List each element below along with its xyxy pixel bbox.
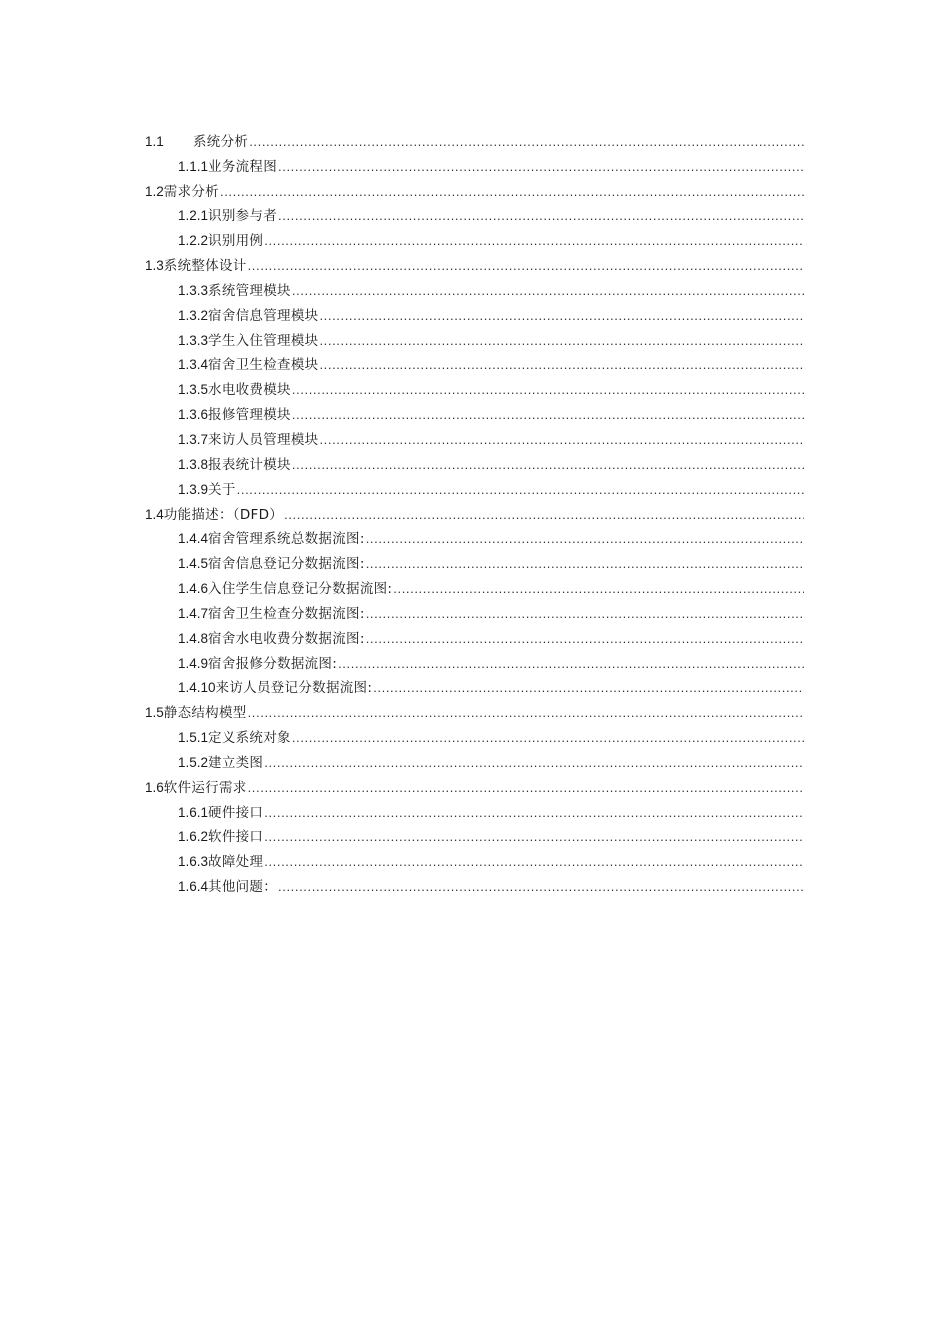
toc-entry-number: 1.4.5 bbox=[178, 556, 209, 572]
toc-dot-leader bbox=[292, 406, 804, 424]
toc-entry[interactable] bbox=[145, 126, 804, 151]
toc-entry-number: 1.2.1 bbox=[178, 208, 209, 224]
toc-dot-leader bbox=[319, 332, 804, 350]
table-of-contents bbox=[145, 126, 804, 896]
toc-entry-number: 1.1.1 bbox=[178, 158, 209, 174]
toc-entry-title: 宿舍水电收费分数据流图: bbox=[208, 630, 365, 647]
toc-entry-number: 1.4.9 bbox=[178, 655, 209, 671]
toc-entry-title: 关于 bbox=[208, 481, 236, 498]
toc-dot-leader bbox=[278, 207, 804, 225]
toc-entry[interactable] bbox=[145, 573, 804, 598]
toc-dot-leader bbox=[393, 580, 804, 598]
toc-dot-leader bbox=[248, 704, 804, 722]
toc-entry[interactable] bbox=[145, 772, 804, 797]
toc-dot-leader bbox=[264, 754, 804, 772]
toc-entry-title: 入住学生信息登记分数据流图: bbox=[208, 581, 393, 598]
toc-entry-title: 学生入住管理模块 bbox=[208, 332, 319, 349]
toc-entry[interactable] bbox=[145, 374, 804, 399]
toc-entry[interactable] bbox=[145, 474, 804, 499]
toc-entry-title: 故障处理 bbox=[208, 854, 264, 871]
toc-dot-leader bbox=[264, 804, 804, 822]
toc-entry[interactable] bbox=[145, 747, 804, 772]
toc-entry[interactable] bbox=[145, 424, 804, 449]
toc-entry[interactable] bbox=[145, 399, 804, 424]
toc-dot-leader bbox=[278, 158, 804, 176]
toc-entry-number: 1.2 bbox=[145, 183, 164, 199]
toc-dot-leader bbox=[366, 605, 804, 623]
toc-dot-leader bbox=[292, 381, 804, 399]
toc-entry-number: 1.5 bbox=[145, 705, 164, 721]
toc-entry-number: 1.3.5 bbox=[178, 382, 209, 398]
toc-dot-leader bbox=[249, 133, 804, 151]
toc-entry[interactable] bbox=[145, 697, 804, 722]
toc-entry-title: 软件运行需求 bbox=[163, 779, 247, 796]
toc-dot-leader bbox=[248, 779, 804, 797]
toc-entry-title: 软件接口 bbox=[208, 829, 264, 846]
toc-entry-number: 1.5.1 bbox=[178, 730, 209, 746]
toc-dot-leader bbox=[366, 630, 804, 648]
toc-entry-title: 业务流程图 bbox=[208, 158, 278, 175]
toc-entry-title: 识别参与者 bbox=[208, 208, 278, 225]
toc-entry[interactable] bbox=[145, 797, 804, 822]
toc-entry-number: 1.3.9 bbox=[178, 481, 209, 497]
toc-entry-title: 静态结构模型 bbox=[163, 705, 247, 722]
toc-entry-number: 1.3.8 bbox=[178, 456, 209, 472]
toc-entry[interactable] bbox=[145, 225, 804, 250]
toc-entry[interactable] bbox=[145, 350, 804, 375]
toc-entry-number: 1.3 bbox=[145, 258, 164, 274]
toc-entry-number: 1.4.7 bbox=[178, 605, 209, 621]
toc-entry-number: 1.4.4 bbox=[178, 531, 209, 547]
toc-entry[interactable] bbox=[145, 300, 804, 325]
toc-entry-title: 来访人员登记分数据流图: bbox=[215, 680, 373, 697]
toc-entry[interactable] bbox=[145, 275, 804, 300]
toc-entry[interactable] bbox=[145, 623, 804, 648]
toc-entry-number: 1.4 bbox=[145, 506, 164, 522]
toc-dot-leader bbox=[292, 456, 804, 474]
toc-entry-title: 宿舍管理系统总数据流图: bbox=[208, 531, 365, 548]
toc-dot-leader bbox=[292, 729, 804, 747]
toc-entry-title: 系统分析 bbox=[193, 133, 249, 150]
toc-dot-leader bbox=[264, 853, 804, 871]
toc-entry-number: 1.6.1 bbox=[178, 804, 209, 820]
toc-dot-leader bbox=[248, 257, 804, 275]
toc-entry[interactable] bbox=[145, 201, 804, 226]
toc-entry[interactable] bbox=[145, 871, 804, 896]
toc-dot-leader bbox=[284, 506, 804, 524]
toc-entry[interactable] bbox=[145, 548, 804, 573]
toc-entry-number: 1.4.8 bbox=[178, 630, 209, 646]
toc-entry-number: 1.6.3 bbox=[178, 854, 209, 870]
toc-entry-title: 宿舍报修分数据流图: bbox=[208, 655, 338, 672]
toc-entry-title: 宿舍卫生检查模块 bbox=[208, 357, 319, 374]
toc-entry-number: 1.6.4 bbox=[178, 879, 209, 895]
toc-entry-title: 硬件接口 bbox=[208, 804, 264, 821]
toc-entry-number: 1.1 bbox=[145, 133, 164, 149]
toc-entry-number: 1.3.3 bbox=[178, 282, 209, 298]
toc-entry-number: 1.5.2 bbox=[178, 754, 209, 770]
toc-entry[interactable] bbox=[145, 250, 804, 275]
toc-entry-title: 定义系统对象 bbox=[208, 730, 291, 747]
toc-entry[interactable] bbox=[145, 499, 804, 524]
toc-entry-number: 1.3.2 bbox=[178, 307, 209, 323]
toc-entry-title: 需求分析 bbox=[163, 183, 219, 200]
toc-entry-title: 来访人员管理模块 bbox=[208, 431, 319, 448]
toc-dot-leader bbox=[366, 555, 804, 573]
toc-entry[interactable] bbox=[145, 176, 804, 201]
toc-dot-leader bbox=[338, 655, 804, 673]
toc-dot-leader bbox=[278, 878, 804, 896]
toc-entry-title: 报表统计模块 bbox=[208, 456, 291, 473]
toc-entry-number: 1.3.4 bbox=[178, 357, 209, 373]
toc-dot-leader bbox=[292, 282, 804, 300]
toc-dot-leader bbox=[264, 232, 804, 250]
toc-entry[interactable] bbox=[145, 822, 804, 847]
toc-entry-number: 1.3.7 bbox=[178, 431, 209, 447]
toc-dot-leader bbox=[319, 307, 804, 325]
toc-dot-leader bbox=[220, 183, 804, 201]
toc-entry-title: 报修管理模块 bbox=[208, 407, 291, 424]
toc-entry-title: 系统整体设计 bbox=[163, 258, 247, 275]
toc-entry[interactable] bbox=[145, 673, 804, 698]
toc-entry[interactable] bbox=[145, 846, 804, 871]
toc-dot-leader bbox=[319, 431, 804, 449]
toc-entry-number: 1.3.6 bbox=[178, 407, 209, 423]
toc-entry[interactable] bbox=[145, 151, 804, 176]
toc-dot-leader bbox=[237, 481, 804, 499]
toc-dot-leader bbox=[264, 828, 804, 846]
toc-entry-title: 宿舍信息管理模块 bbox=[208, 307, 319, 324]
toc-entry-title: 系统管理模块 bbox=[208, 282, 291, 299]
toc-dot-leader bbox=[373, 679, 804, 697]
toc-dot-leader bbox=[366, 530, 804, 548]
toc-entry-title: 宿舍信息登记分数据流图: bbox=[208, 556, 365, 573]
toc-entry-number: 1.3.3 bbox=[178, 332, 209, 348]
toc-entry-number: 1.4.10 bbox=[178, 680, 216, 696]
toc-entry[interactable] bbox=[145, 325, 804, 350]
toc-entry[interactable] bbox=[145, 648, 804, 673]
toc-dot-leader bbox=[319, 356, 804, 374]
toc-entry-number: 1.4.6 bbox=[178, 581, 209, 597]
toc-entry[interactable] bbox=[145, 524, 804, 549]
toc-entry-title: 水电收费模块 bbox=[208, 382, 291, 399]
toc-entry-title: 识别用例 bbox=[208, 233, 264, 250]
toc-entry-title: 宿舍卫生检查分数据流图: bbox=[208, 605, 365, 622]
toc-entry-title: 其他问题： bbox=[208, 879, 278, 896]
toc-entry[interactable] bbox=[145, 598, 804, 623]
toc-entry-title: 建立类图 bbox=[208, 754, 264, 771]
toc-entry-title: 功能描述：（DFD） bbox=[163, 506, 284, 523]
toc-entry[interactable] bbox=[145, 449, 804, 474]
toc-entry-number: 1.6 bbox=[145, 779, 164, 795]
toc-entry-number: 1.6.2 bbox=[178, 829, 209, 845]
toc-entry-number: 1.2.2 bbox=[178, 233, 209, 249]
toc-entry[interactable] bbox=[145, 722, 804, 747]
